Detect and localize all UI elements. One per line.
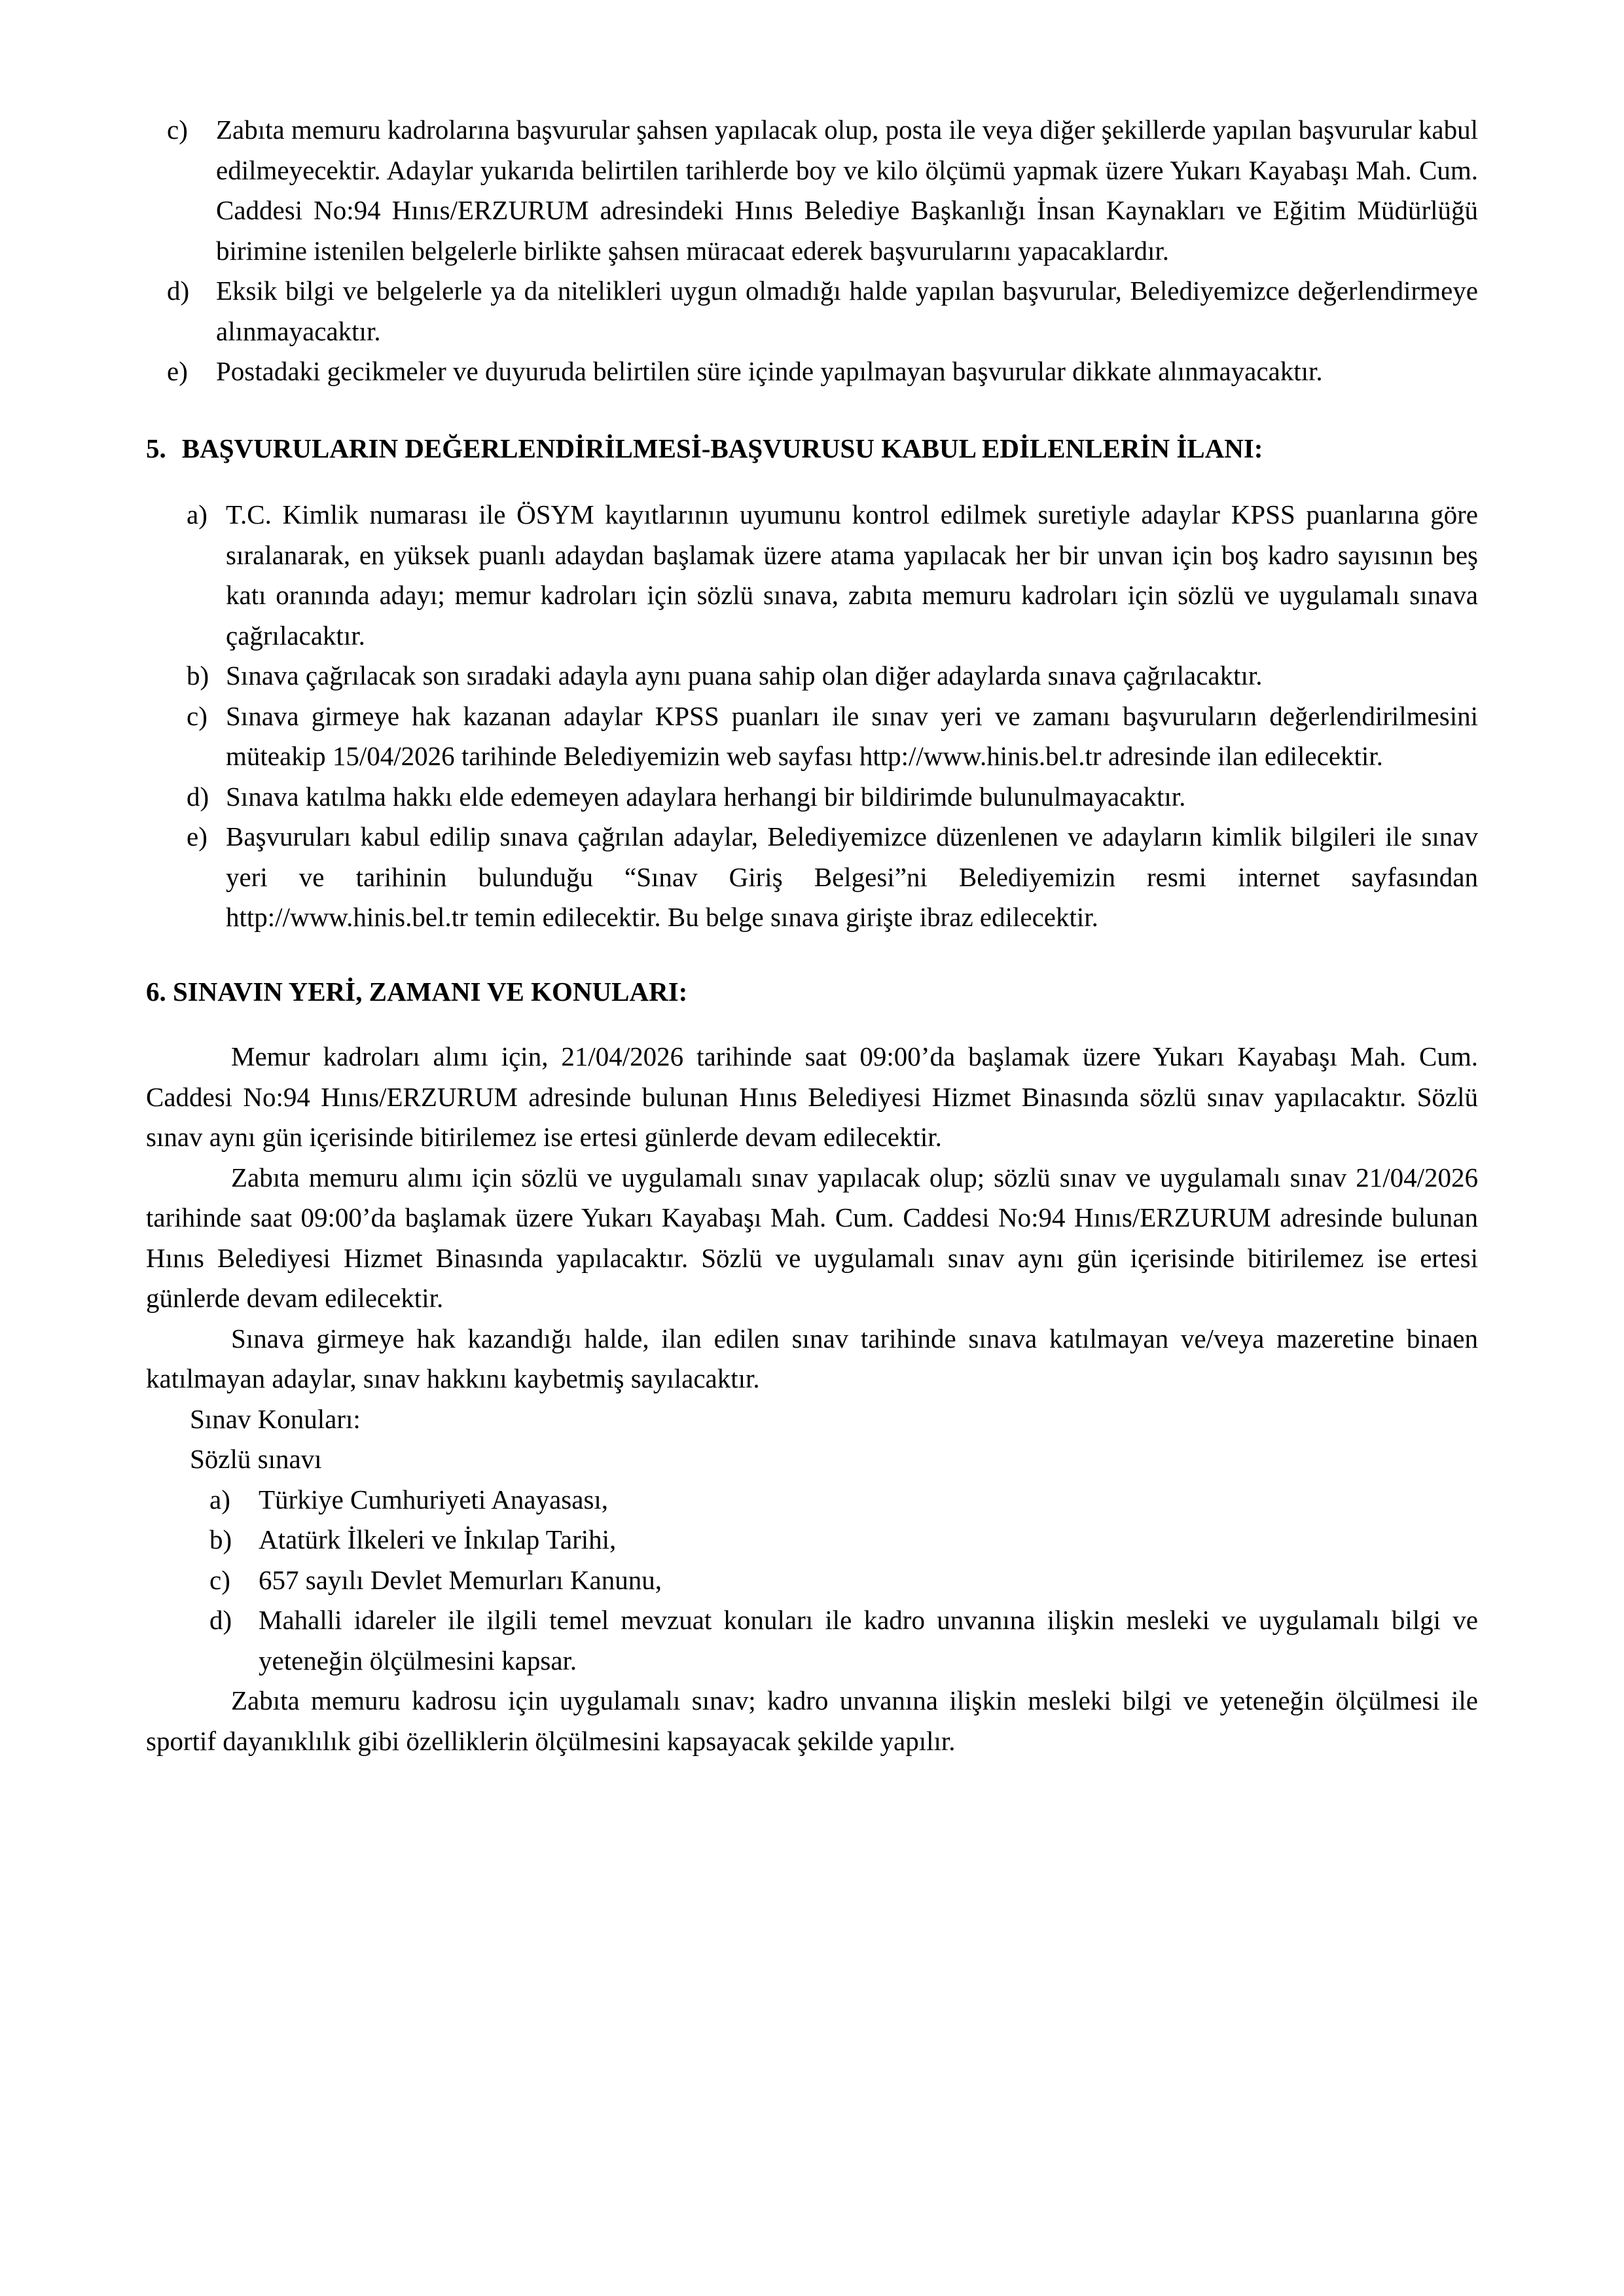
oral-exam-label: Sözlü sınavı <box>190 1444 322 1474</box>
list-item-text: Postadaki gecikmeler ve duyuruda belirtilen süre içinde yapılmayan başvurular dikkate alınmayacaktır. <box>216 356 1323 386</box>
list-item-text: Zabıta memuru kadrolarına başvurular şahsen yapılacak olup, posta ile veya diğer şekillerde yapılan başvurular kabul edilmeyecektir. Adaylar yukarıda belirtilen tarihlerde boy ve kilo ölçümü yapmak üzere Yukarı Kayabaşı Mah. Cum. Caddesi No:94 Hınıs/ERZURUM adresindeki Hınıs Belediye Başkanlığı İnsan Kaynakları ve Eğitim Müdürlüğü birimine istenilen belgelerle birlikte şahsen müracaat ederek başvurularını yapacaklardır. <box>216 115 1478 266</box>
section-5-title: BAŞVURULARIN DEĞERLENDİRİLMESİ-BAŞVURUSU KABUL EDİLENLERİN İLANI: <box>181 433 1263 463</box>
list-item <box>209 1480 1478 1520</box>
list-item-text: 657 sayılı Devlet Memurları Kanunu, <box>259 1564 662 1595</box>
list-item <box>187 777 1478 817</box>
section-6-paragraph-katilmayan: Sınava girmeye hak kazandığı halde, ilan edilen sınav tarihinde sınava katılmayan ve/veya mazeretine binaen katılmayan adaylar, sınav hakkını kaybetmiş sayılacaktır. <box>146 1323 1478 1393</box>
section-5-number: 5. <box>146 433 166 463</box>
exam-topics-list <box>209 1480 1478 1681</box>
section-6-paragraph-memur: Memur kadroları alımı için, 21/04/2026 tarihinde saat 09:00’da başlamak üzere Yukarı Kayabaşı Mah. Cum. Caddesi No:94 Hınıs/ERZURUM adresinde bulunan Hınıs Belediyesi Hizmet Binasında sözlü sınav yapılacaktır. Sözlü sınav aynı gün içerisinde bitirilemez ise ertesi günlerde devam edilecektir. <box>146 1041 1478 1152</box>
list-item <box>167 271 1478 351</box>
section-4-tail-list <box>167 110 1478 392</box>
list-marker: c) <box>187 700 208 731</box>
spacer <box>146 469 1478 495</box>
list-marker: c) <box>209 1564 230 1595</box>
list-marker: a) <box>209 1484 230 1515</box>
list-marker: b) <box>209 1524 232 1554</box>
list-marker: d) <box>209 1605 232 1635</box>
exam-topics-label: Sınav Konuları: <box>190 1403 361 1434</box>
list-item <box>187 817 1478 938</box>
list-item-text: Sınava çağrılacak son sıradaki adayla aynı puana sahip olan diğer adaylarda sınava çağrılacaktır. <box>226 660 1263 691</box>
list-item-text: Türkiye Cumhuriyeti Anayasası, <box>259 1484 609 1515</box>
list-marker: d) <box>167 276 190 306</box>
list-item <box>187 696 1478 777</box>
list-marker: d) <box>187 781 209 812</box>
list-item <box>209 1560 1478 1601</box>
list-item <box>187 495 1478 656</box>
list-item <box>209 1520 1478 1560</box>
list-item-text: Sınava katılma hakkı elde edemeyen adaylara herhangi bir bildirimde bulunulmayacaktır. <box>226 781 1186 812</box>
list-marker: a) <box>187 499 208 529</box>
spacer <box>146 938 1478 972</box>
section-6-closing-paragraph: Zabıta memuru kadrosu için uygulamalı sınav; kadro unvanına ilişkin mesleki bilgi ve yeteneğin ölçülmesi ile sportif dayanıklılık gibi özelliklerin ölçülmesini kapsayacak şekilde yapılır. <box>146 1685 1478 1756</box>
list-item-text: Başvuruları kabul edilip sınava çağrılan adaylar, Belediyemizce düzenlenen ve adayların kimlik bilgileri ile sınav yeri ve tarihinin bulunduğu “Sınav Giriş Belgesi”ni Belediyemizin resmi internet sayfasından http://www.hinis.bel.tr temin edilecektir. Bu belge sınava girişte ibraz edilecektir. <box>226 821 1478 932</box>
section-6-paragraph-zabita: Zabıta memuru alımı için sözlü ve uygulamalı sınav yapılacak olup; sözlü sınav ve uygulamalı sınav 21/04/2026 tarihinde saat 09:00’da başlamak üzere Yukarı Kayabaşı Mah. Cum. Caddesi No:94 Hınıs/ERZURUM adresinde bulunan Hınıs Belediyesi Hizmet Binasında yapılacaktır. Sözlü ve uygulamalı sınav aynı gün içerisinde bitirilemez ise ertesi günlerde devam edilecektir. <box>146 1162 1478 1313</box>
list-item <box>167 110 1478 271</box>
list-item <box>187 656 1478 696</box>
list-item-text: Sınava girmeye hak kazanan adaylar KPSS puanları ile sınav yeri ve zamanı başvuruların değerlendirilmesini müteakip 15/04/2026 tarihinde Belediyemizin web sayfası http://www.hinis.bel.tr adresinde ilan edilecektir. <box>226 700 1478 771</box>
list-marker: e) <box>187 821 208 852</box>
spacer <box>146 392 1478 429</box>
list-item <box>209 1600 1478 1681</box>
list-marker: b) <box>187 660 209 691</box>
section-6-heading: 6. SINAVIN YERİ, ZAMANI VE KONULARI: <box>146 976 688 1007</box>
list-marker: c) <box>167 115 188 145</box>
list-item-text: Atatürk İlkeleri ve İnkılap Tarihi, <box>259 1524 617 1554</box>
list-item <box>167 351 1478 392</box>
list-item-text: Eksik bilgi ve belgelerle ya da nitelikleri uygun olmadığı halde yapılan başvurular, Belediyemizce değerlendirmeye alınmayacaktır. <box>216 276 1478 346</box>
list-item-text: Mahalli idareler ile ilgili temel mevzuat konuları ile kadro unvanına ilişkin mesleki ve uygulamalı bilgi ve yeteneğin ölçülmesini kapsar. <box>259 1605 1478 1676</box>
list-item-text: T.C. Kimlik numarası ile ÖSYM kayıtlarının uyumunu kontrol edilmek suretiyle adaylar KPSS puanlarına göre sıralanarak, en yüksek puanlı adaydan başlamak üzere atama yapılacak her bir unvan için boş kadro sayısının beş katı oranında adayı; memur kadroları için sözlü sınava, zabıta memuru kadroları için sözlü ve uygulamalı sınava çağrılacaktır. <box>226 499 1478 651</box>
section-5-heading <box>146 429 1478 469</box>
section-5-list <box>187 495 1478 938</box>
spacer <box>146 1012 1478 1037</box>
list-marker: e) <box>167 356 188 386</box>
